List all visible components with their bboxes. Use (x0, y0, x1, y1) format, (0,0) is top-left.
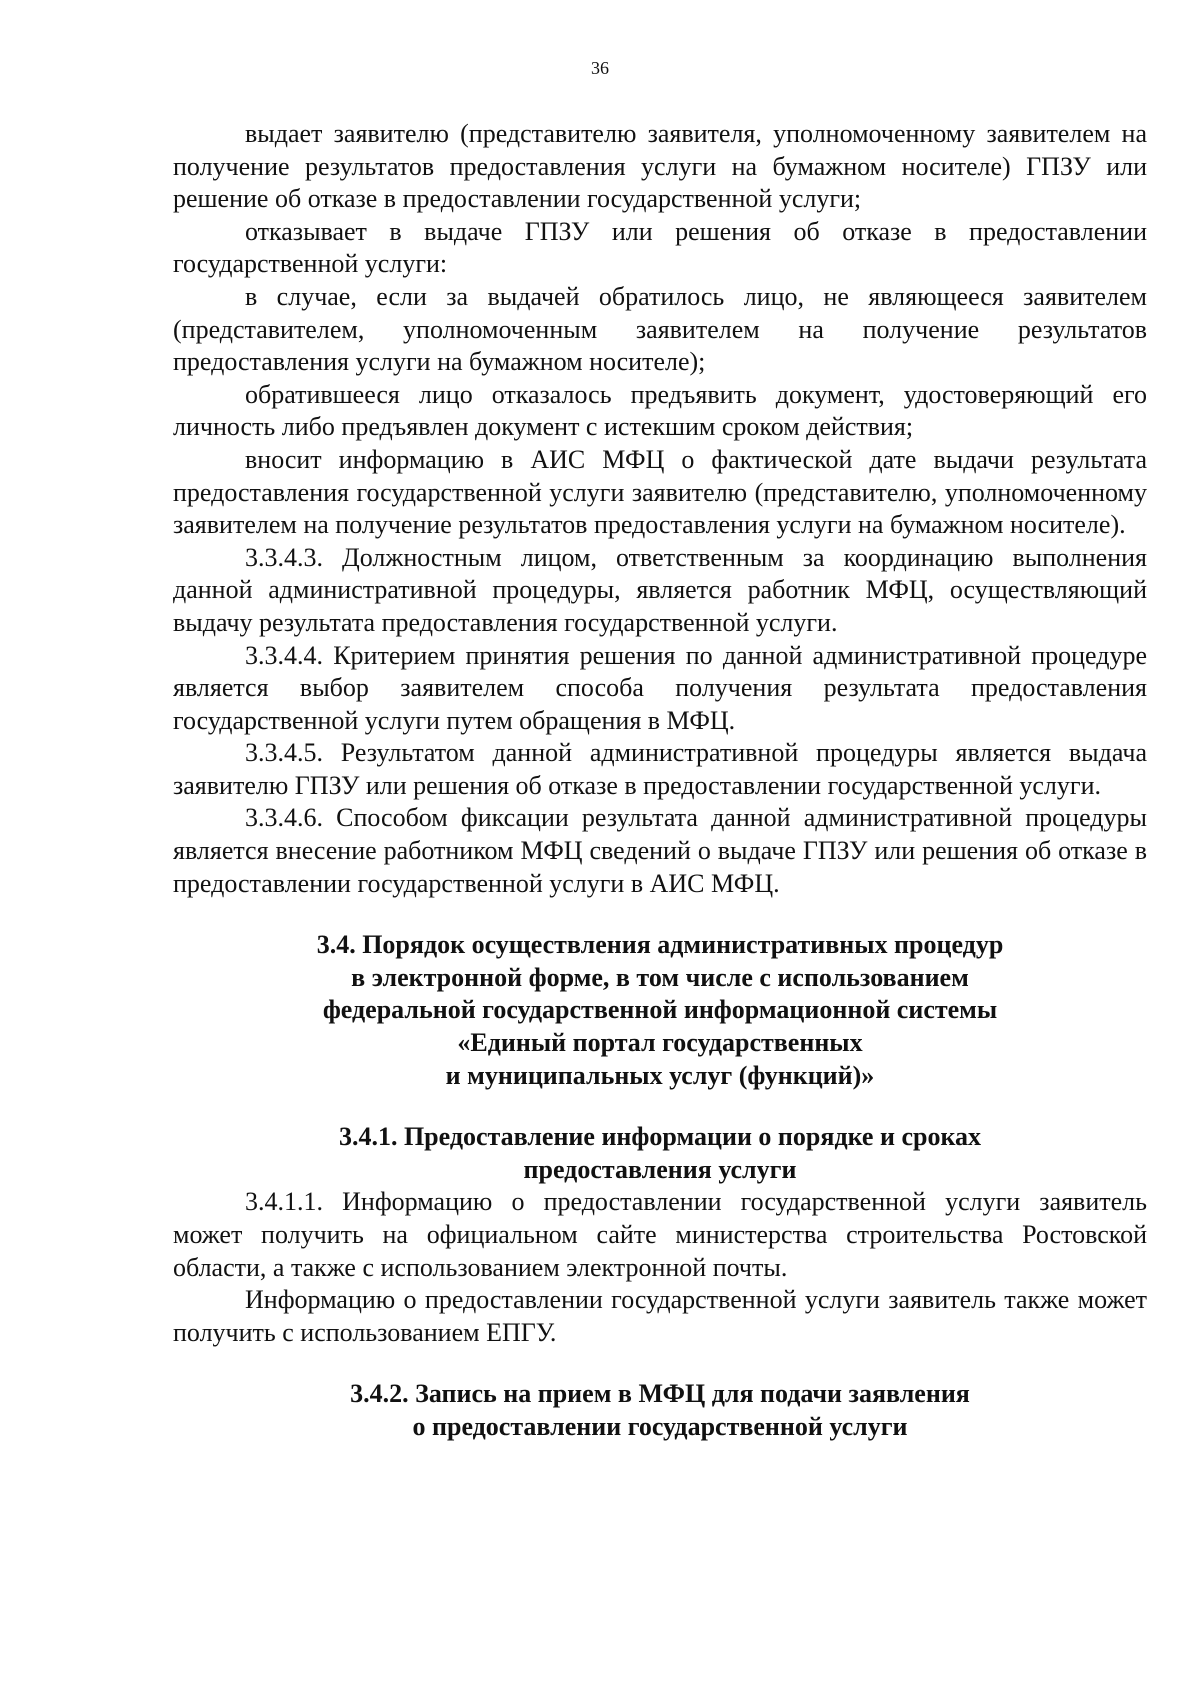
page-number: 36 (591, 58, 609, 78)
section-heading-3-4 (173, 929, 1147, 1092)
document-body (173, 118, 1147, 1444)
heading-line: и муниципальных услуг (функций)» (445, 1060, 875, 1090)
paragraph: в случае, если за выдачей обратилось лицо, не являющееся заявителем (представителем, уполномоченным заявителем на получение результатов предоставления услуги на бумажном носителе); (173, 281, 1147, 377)
paragraph: 3.3.4.5. Результатом данной административной процедуры является выдача заявителю ГПЗУ или решения об отказе в предоставлении государственной услуги. (173, 738, 1147, 800)
heading-line: 3.4.1. Предоставление информации о порядке и сроках (338, 1122, 982, 1152)
paragraph: отказывает в выдаче ГПЗУ или решения об отказе в предоставлении государственной услуги: (173, 216, 1147, 279)
paragraph: обратившееся лицо отказалось предъявить документ, удостоверяющий его личность либо предъявлен документ с истекшим сроком действия; (173, 379, 1147, 442)
heading-line: 3.4. Порядок осуществления административных процедур (316, 930, 1004, 960)
heading-line: 3.4.2. Запись на прием в МФЦ для подачи заявления (350, 1379, 970, 1409)
paragraph: 3.3.4.6. Способом фиксации результата данной административной процедуры является внесение работником МФЦ сведений о выдаче ГПЗУ или решения об отказе в предоставлении государственной услуги в АИС МФЦ. (173, 803, 1147, 898)
heading-line: в электронной форме, в том числе с использованием (351, 962, 969, 992)
heading-line: о предоставлении государственной услуги (412, 1411, 908, 1441)
section-heading-3-4-1 (173, 1121, 1147, 1186)
paragraph: 3.3.4.3. Должностным лицом, ответственным за координацию выполнения данной административной процедуры, является работник МФЦ, осуществляющий выдачу результата предоставления государственной услуги. (173, 542, 1147, 637)
paragraph: выдает заявителю (представителю заявителя, уполномоченному заявителем на получение результатов предоставления услуги на бумажном носителе) ГПЗУ или решение об отказе в предоставлении государственной услуги; (173, 119, 1147, 214)
heading-line: «Единый портал государственных (457, 1028, 863, 1058)
paragraph: вносит информацию в АИС МФЦ о фактической дате выдачи результата предоставления государственной услуги заявителю (представителю, уполномоченному заявителем на получение результатов предоставления услуги на бумажном носителе). (173, 444, 1147, 540)
heading-line: предоставления услуги (523, 1154, 797, 1184)
paragraph: Информацию о предоставлении государственной услуги заявитель также может получить с использованием ЕПГУ. (173, 1285, 1147, 1347)
paragraph: 3.3.4.4. Критерием принятия решения по данной административной процедуре является выбор заявителем способа получения результата предоставления государственной услуги путем обращения в МФЦ. (173, 640, 1147, 735)
heading-line: федеральной государственной информационной системы (322, 995, 998, 1025)
paragraph: 3.4.1.1. Информацию о предоставлении государственной услуги заявитель может получить на официальном сайте министерства строительства Ростовской области, а также с использованием электронной почты. (173, 1187, 1147, 1282)
section-heading-3-4-2 (173, 1378, 1147, 1443)
